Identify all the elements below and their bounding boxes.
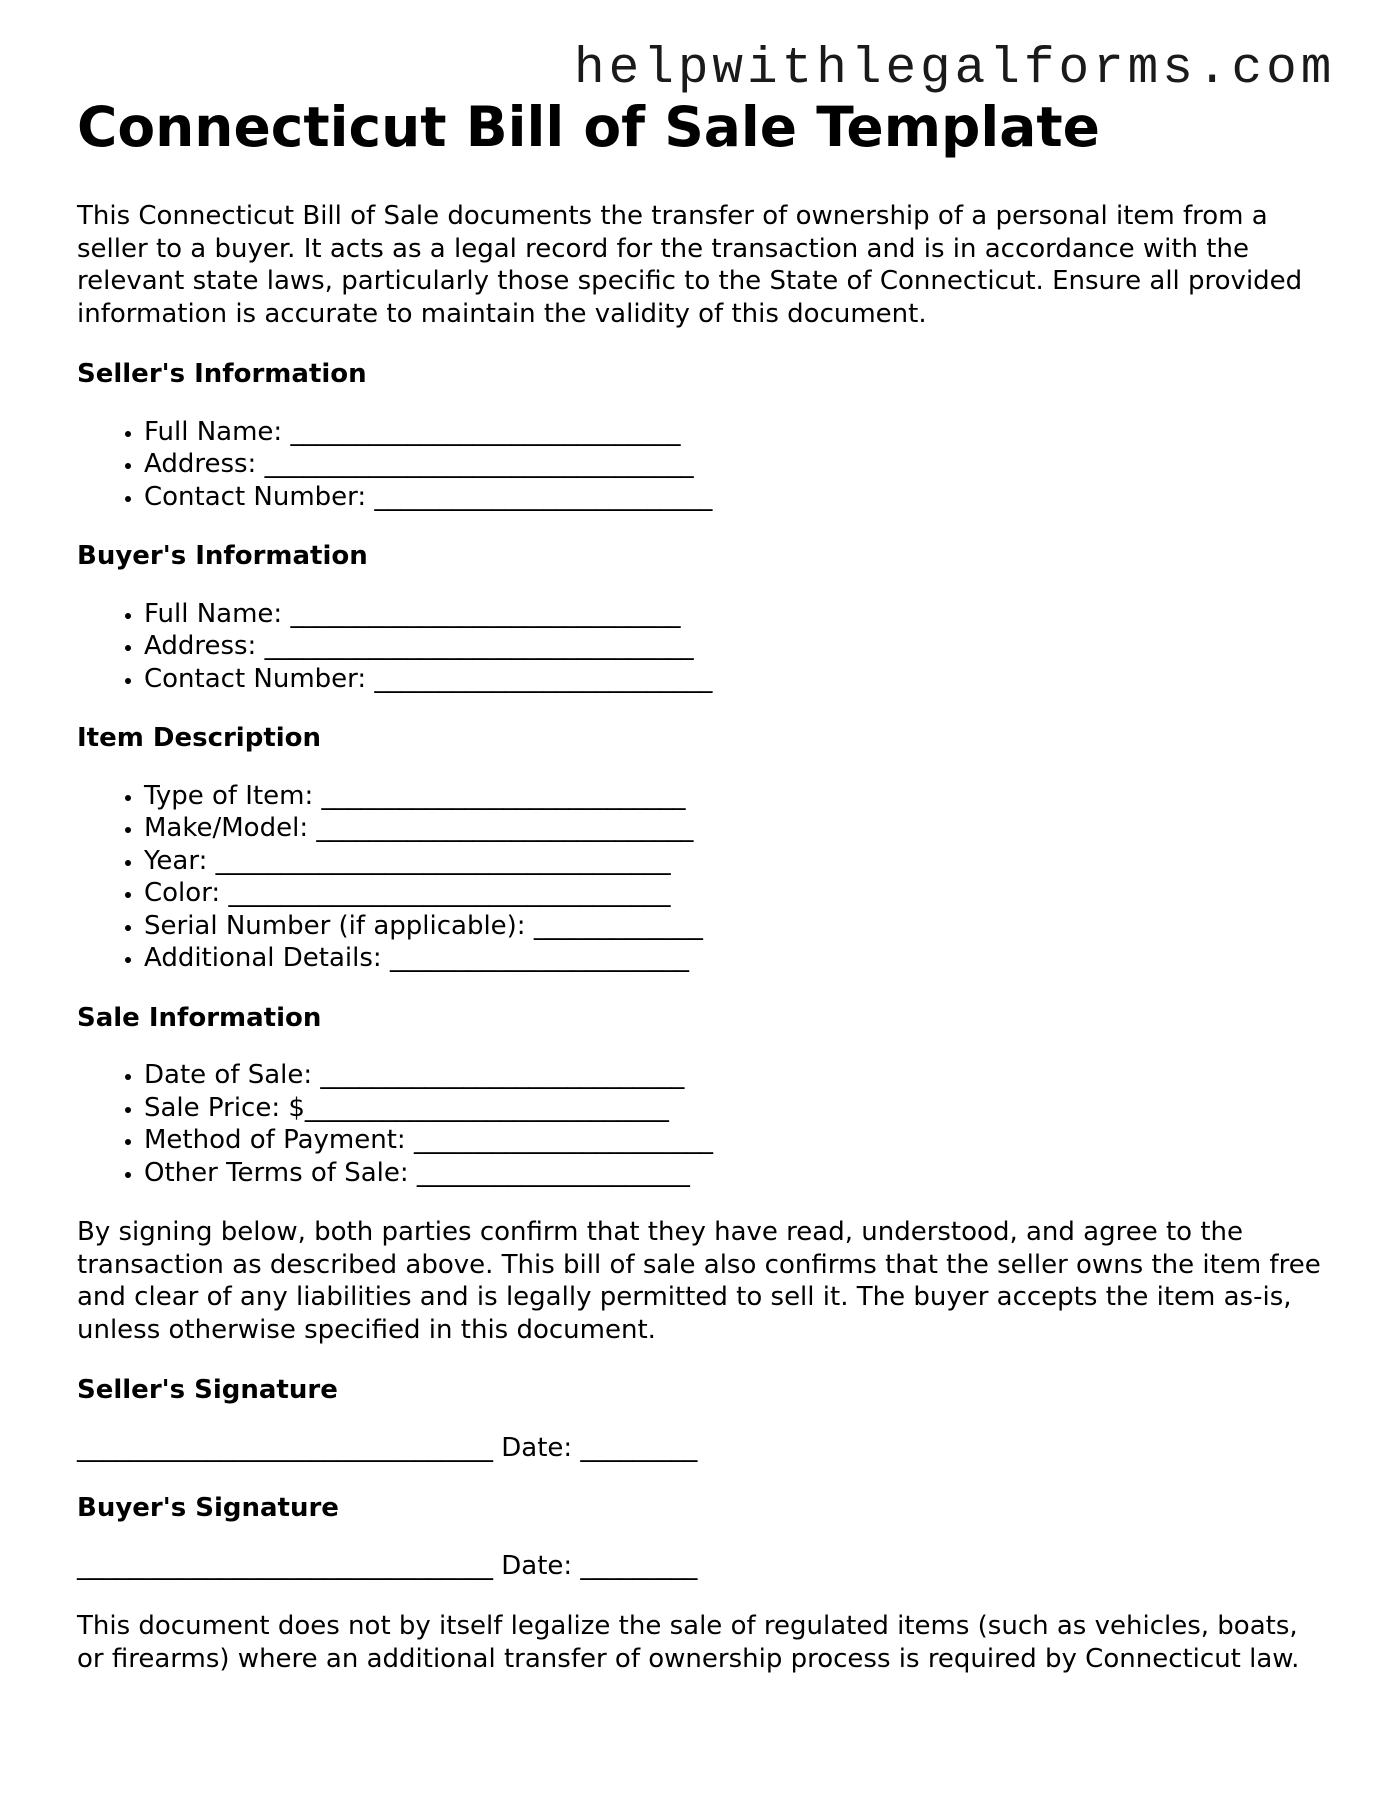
buyer-full-name-field: • Full Name: ______________________________: [144, 598, 1327, 631]
seller-address-field: • Address: _________________________________: [144, 448, 1327, 481]
other-terms-field: • Other Terms of Sale: _____________________: [144, 1157, 1327, 1190]
site-watermark: helpwithlegalforms.com: [574, 41, 1336, 98]
item-serial-field: • Serial Number (if applicable): _____________: [144, 910, 1327, 943]
payment-method-field: • Method of Payment: _______________________: [144, 1124, 1327, 1157]
buyer-signature-line: ________________________________ Date: _________: [77, 1550, 698, 1581]
intro-paragraph: This Connecticut Bill of Sale documents the transfer of ownership of a personal item from a seller to a buyer. It acts as a legal record for the transaction and is in accordance with the relevant state laws, particularly those specific to the State of Connecticut. Ensure all provided information is accurate to maintain the validity of this document.: [77, 201, 1303, 329]
seller-signature-section: [77, 1374, 1327, 1464]
item-make-model-field: • Make/Model: _____________________________: [144, 812, 1327, 845]
sale-info-list: [77, 1059, 1327, 1189]
item-color-field: • Color: __________________________________: [144, 877, 1327, 910]
buyer-info-list: [77, 598, 1327, 696]
agreement-paragraph: By signing below, both parties confirm that they have read, understood, and agree to the transaction as described above. This bill of sale also confirms that the seller owns the item free and clear of any liabilities and is legally permitted to sell it. The buyer accepts the item as-is, unless otherwise specified in this document.: [77, 1217, 1321, 1345]
item-description-heading: Item Description: [77, 723, 322, 753]
item-description-list: [77, 780, 1327, 975]
buyer-address-field: • Address: _________________________________: [144, 630, 1327, 663]
buyer-signature-section: [77, 1492, 1327, 1582]
sale-price-field: • Sale Price: $____________________________: [144, 1092, 1327, 1125]
item-year-field: • Year: ___________________________________: [144, 845, 1327, 878]
seller-contact-field: • Contact Number: __________________________: [144, 481, 1327, 514]
page-title: Connecticut Bill of Sale Template: [77, 95, 1100, 159]
buyer-contact-field: • Contact Number: __________________________: [144, 663, 1327, 696]
document-body: [77, 200, 1327, 1703]
item-details-field: • Additional Details: _______________________: [144, 942, 1327, 975]
seller-full-name-field: • Full Name: ______________________________: [144, 416, 1327, 449]
item-type-field: • Type of Item: ____________________________: [144, 780, 1327, 813]
sale-date-field: • Date of Sale: ____________________________: [144, 1059, 1327, 1092]
buyer-signature-heading: Buyer's Signature: [77, 1493, 339, 1523]
sale-info-heading: Sale Information: [77, 1002, 322, 1033]
seller-signature-line: ________________________________ Date: _________: [77, 1432, 698, 1463]
disclaimer-paragraph: This document does not by itself legalize the sale of regulated items (such as vehicles, boats, or firearms) where an additional transfer of ownership process is required by Connecticut law.: [77, 1611, 1300, 1674]
buyer-info-heading: Buyer's Information: [77, 541, 368, 571]
seller-info-heading: Seller's Information: [77, 359, 367, 389]
seller-signature-heading: Seller's Signature: [77, 1375, 338, 1405]
seller-info-list: [77, 416, 1327, 514]
